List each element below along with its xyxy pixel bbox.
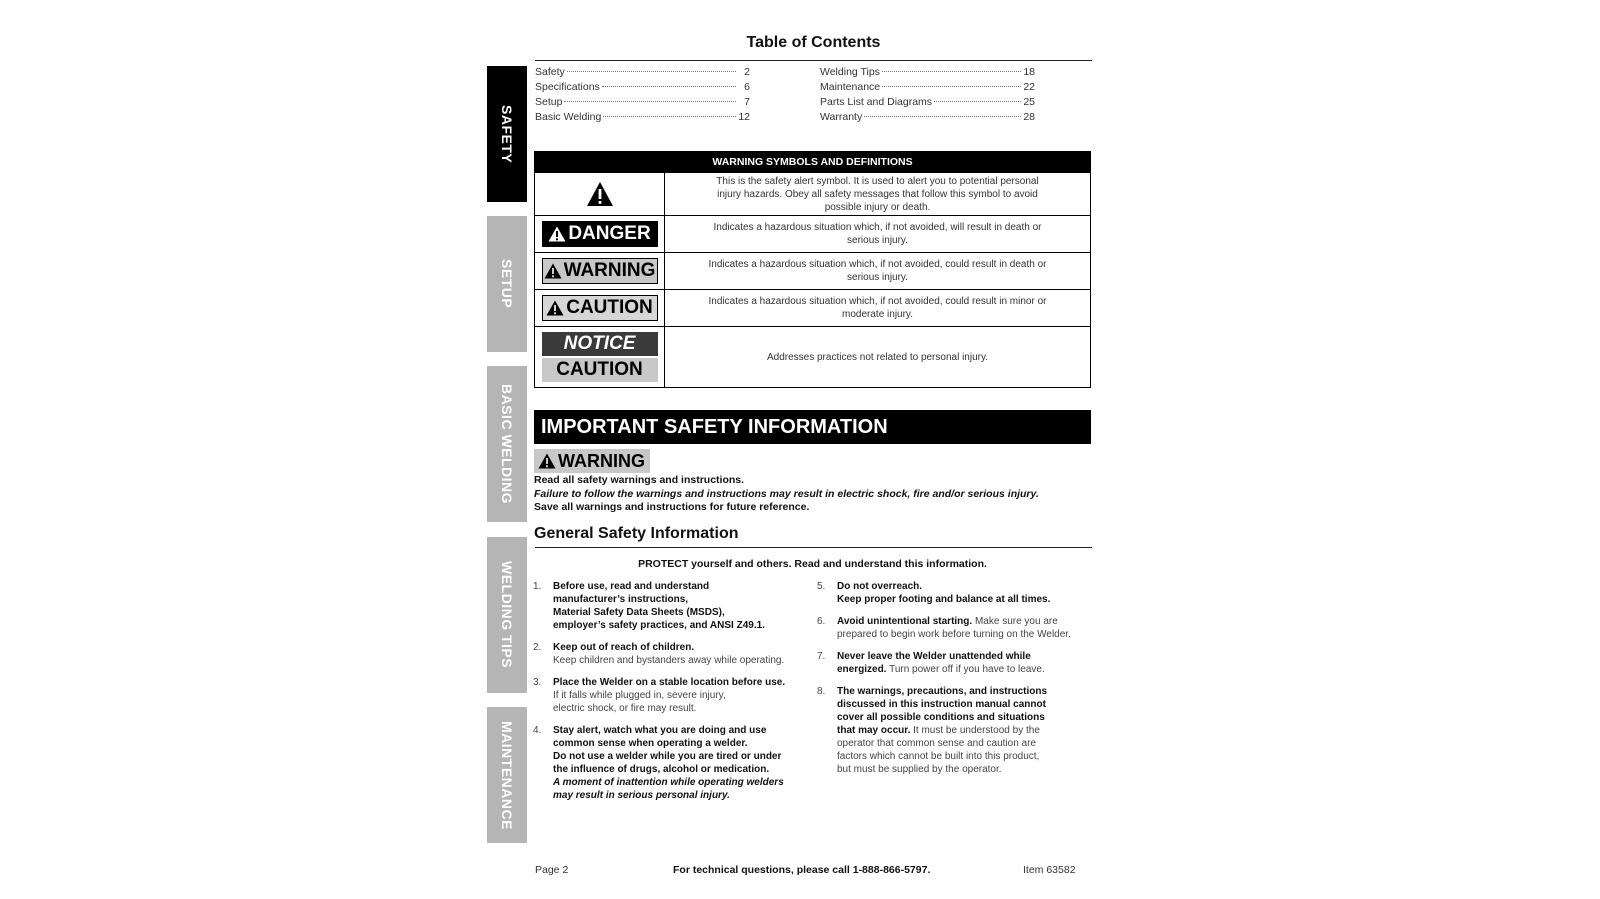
table-row: [535, 172, 1090, 215]
item-text: Place the Welder on a stable location before use.: [553, 677, 786, 688]
side-tab-label: MAINTENANCE: [499, 720, 515, 830]
leader-dots: [567, 71, 736, 72]
leader-dots: [882, 71, 1021, 72]
list-item: [817, 615, 1092, 641]
side-tab-label: SAFETY: [499, 104, 515, 164]
item-text: Do not overreach.: [837, 581, 923, 592]
symbol-cell: [535, 216, 665, 252]
table-header: WARNING SYMBOLS AND DEFINITIONS: [535, 152, 1090, 172]
list-item: [533, 580, 803, 632]
warning-signal-word: [534, 449, 650, 473]
item-text: Make sure you are: [974, 616, 1058, 627]
item-number: 4.: [533, 725, 542, 736]
leader-dots: [882, 86, 1021, 87]
list-item: [817, 580, 1092, 606]
leader-dots: [564, 101, 736, 102]
item-text: Avoid unintentional starting.: [837, 616, 973, 627]
signal-word-label: WARNING: [558, 450, 645, 471]
list-item: [817, 685, 1092, 776]
item-text: manufacturer’s instructions,: [553, 594, 689, 605]
safety-list-right: [817, 580, 1092, 785]
toc-entry[interactable]: [535, 111, 750, 126]
page-number: Page 2: [535, 864, 569, 876]
item-text: Keep proper footing and balance at all times.: [837, 594, 1051, 605]
item-text: the influence of drugs, alcohol or medication.: [553, 764, 770, 775]
list-item: [817, 650, 1092, 676]
side-tab-maintenance[interactable]: [487, 707, 527, 843]
side-tab-welding-tips[interactable]: [487, 537, 527, 693]
section-title: General Safety Information: [534, 525, 739, 542]
item-number: 8.: [817, 686, 826, 697]
item-text: Never leave the Welder unattended while: [837, 651, 1031, 662]
toc-page: 7: [744, 96, 750, 108]
definition-cell: Addresses practices not related to personal injury.: [766, 351, 989, 363]
toc-entry[interactable]: [820, 66, 1035, 81]
item-text: discussed in this instruction manual cannot: [837, 699, 1046, 710]
protect-statement: PROTECT yourself and others. Read and understand this information.: [638, 558, 987, 570]
toc-column-left: [535, 66, 750, 126]
caution-signal-word: CAUTION: [542, 358, 658, 382]
danger-signal-word: [542, 221, 658, 247]
item-text: but must be supplied by the operator.: [837, 764, 1002, 775]
leader-dots: [934, 101, 1021, 102]
side-tab-label: SETUP: [499, 259, 515, 309]
toc-page: 12: [738, 111, 750, 123]
symbol-cell: [535, 253, 665, 289]
toc-entry[interactable]: [820, 96, 1035, 111]
item-text: Keep out of reach of children.: [553, 642, 695, 653]
toc-label: Safety: [535, 66, 565, 78]
item-number: 5.: [817, 581, 826, 592]
item-text: cover all possible conditions and situations: [837, 712, 1045, 723]
signal-word-label: WARNING: [563, 260, 656, 281]
definition-cell: Indicates a hazardous situation which, if not avoided, will result in death or serious injury.: [713, 222, 1042, 246]
alert-triangle-icon: [544, 263, 562, 279]
list-item: [533, 641, 803, 667]
symbol-cell: [535, 173, 665, 215]
toc-label: Setup: [535, 96, 563, 108]
support-phone: For technical questions, please call 1-888-866-5797.: [673, 864, 931, 876]
safety-alert-icon: [586, 181, 614, 207]
item-text: factors which cannot be built into this product,: [837, 751, 1040, 762]
definition-cell: This is the safety alert symbol. It is used to alert you to potential personal injury hazards. Obey all safety messages that follow this symbol to avoid possible injury or death.: [716, 175, 1039, 213]
definition-cell: Indicates a hazardous situation which, if not avoided, could result in death or serious injury.: [708, 259, 1047, 283]
toc-page: 22: [1023, 81, 1035, 93]
warning-line: Read all safety warnings and instructions.: [534, 474, 745, 486]
toc-entry[interactable]: [535, 96, 750, 111]
item-text: prepared to begin work before turning on the Welder.: [837, 629, 1071, 640]
toc-label: Warranty: [820, 111, 863, 123]
warning-symbols-table: [534, 151, 1091, 388]
item-number-label: Item 63582: [1023, 864, 1076, 876]
table-row: [535, 326, 1090, 387]
toc-page: 2: [744, 66, 750, 78]
item-text: electric shock, or fire may result.: [553, 703, 697, 714]
list-item: [533, 724, 803, 802]
warning-text-block: [534, 474, 1039, 515]
definition-cell: Indicates a hazardous situation which, if not avoided, could result in minor or moderate injury.: [708, 296, 1047, 320]
item-text: common sense when operating a welder.: [553, 738, 748, 749]
alert-triangle-icon: [548, 226, 566, 242]
side-tab-label: BASIC WELDING: [499, 383, 515, 505]
toc-label: Parts List and Diagrams: [820, 96, 933, 108]
warning-signal-word: [542, 258, 658, 284]
item-text: Material Safety Data Sheets (MSDS),: [553, 607, 725, 618]
toc-label: Maintenance: [820, 81, 881, 93]
toc-label: Welding Tips: [820, 66, 880, 78]
toc-page: 25: [1023, 96, 1035, 108]
divider: [535, 547, 1092, 548]
important-safety-heading: IMPORTANT SAFETY INFORMATION: [534, 410, 1091, 444]
item-text: that may occur.: [837, 725, 911, 736]
toc-page: 6: [744, 81, 750, 93]
side-tab-safety[interactable]: [487, 66, 527, 202]
leader-dots: [603, 116, 736, 117]
item-text: The warnings, precautions, and instructions: [837, 686, 1048, 697]
item-text: employer’s safety practices, and ANSI Z49.1.: [553, 620, 765, 631]
item-text: Keep children and bystanders away while operating.: [553, 655, 785, 666]
toc-page: 28: [1023, 111, 1035, 123]
safety-list-left: [533, 580, 803, 811]
toc-entry[interactable]: [535, 81, 750, 96]
item-number: 6.: [817, 616, 826, 627]
item-number: 1.: [533, 581, 542, 592]
caution-signal-word: [542, 295, 658, 321]
item-text: may result in serious personal injury.: [553, 790, 730, 801]
leader-dots: [602, 86, 736, 87]
toc-entry[interactable]: [535, 66, 750, 81]
symbol-cell: [535, 327, 665, 387]
toc-label: Basic Welding: [535, 111, 602, 123]
item-text: A moment of inattention while operating welders: [553, 777, 784, 788]
item-text: If it falls while plugged in, severe injury,: [553, 690, 726, 701]
alert-triangle-icon: [546, 300, 564, 316]
divider: [535, 60, 1092, 61]
toc-label: Specifications: [535, 81, 600, 93]
table-row: [535, 252, 1090, 289]
side-tab-setup[interactable]: [487, 216, 527, 352]
item-text: energized.: [837, 664, 887, 675]
item-text: operator that common sense and caution are: [837, 738, 1037, 749]
item-number: 7.: [817, 651, 826, 662]
signal-word-label: CAUTION: [566, 297, 653, 318]
side-tab-label: WELDING TIPS: [499, 561, 515, 669]
item-number: 3.: [533, 677, 542, 688]
signal-word-label: DANGER: [568, 223, 651, 244]
item-text: Turn power off if you have to leave.: [889, 664, 1045, 675]
item-text: Stay alert, watch what you are doing and use: [553, 725, 767, 736]
toc-entry[interactable]: [820, 81, 1035, 96]
alert-triangle-icon: [538, 453, 556, 469]
toc-column-right: [820, 66, 1035, 126]
side-tab-basic-welding[interactable]: [487, 366, 527, 522]
item-text: Before use, read and understand: [553, 581, 710, 592]
item-number: 2.: [533, 642, 542, 653]
symbol-cell: [535, 290, 665, 326]
list-item: [533, 676, 803, 715]
warning-line: Save all warnings and instructions for future reference.: [534, 501, 810, 513]
warning-line: Failure to follow the warnings and instructions may result in electric shock, fire and/or serious injury.: [534, 487, 1039, 500]
toc-page: 18: [1023, 66, 1035, 78]
table-row: [535, 289, 1090, 326]
item-text: It must be understood by the: [913, 725, 1040, 736]
toc-entry[interactable]: [820, 111, 1035, 126]
toc-title: Table of Contents: [746, 34, 881, 51]
notice-signal-word: NOTICE: [542, 332, 658, 356]
item-text: Do not use a welder while you are tired or under: [553, 751, 782, 762]
leader-dots: [864, 116, 1021, 117]
table-row: [535, 215, 1090, 252]
